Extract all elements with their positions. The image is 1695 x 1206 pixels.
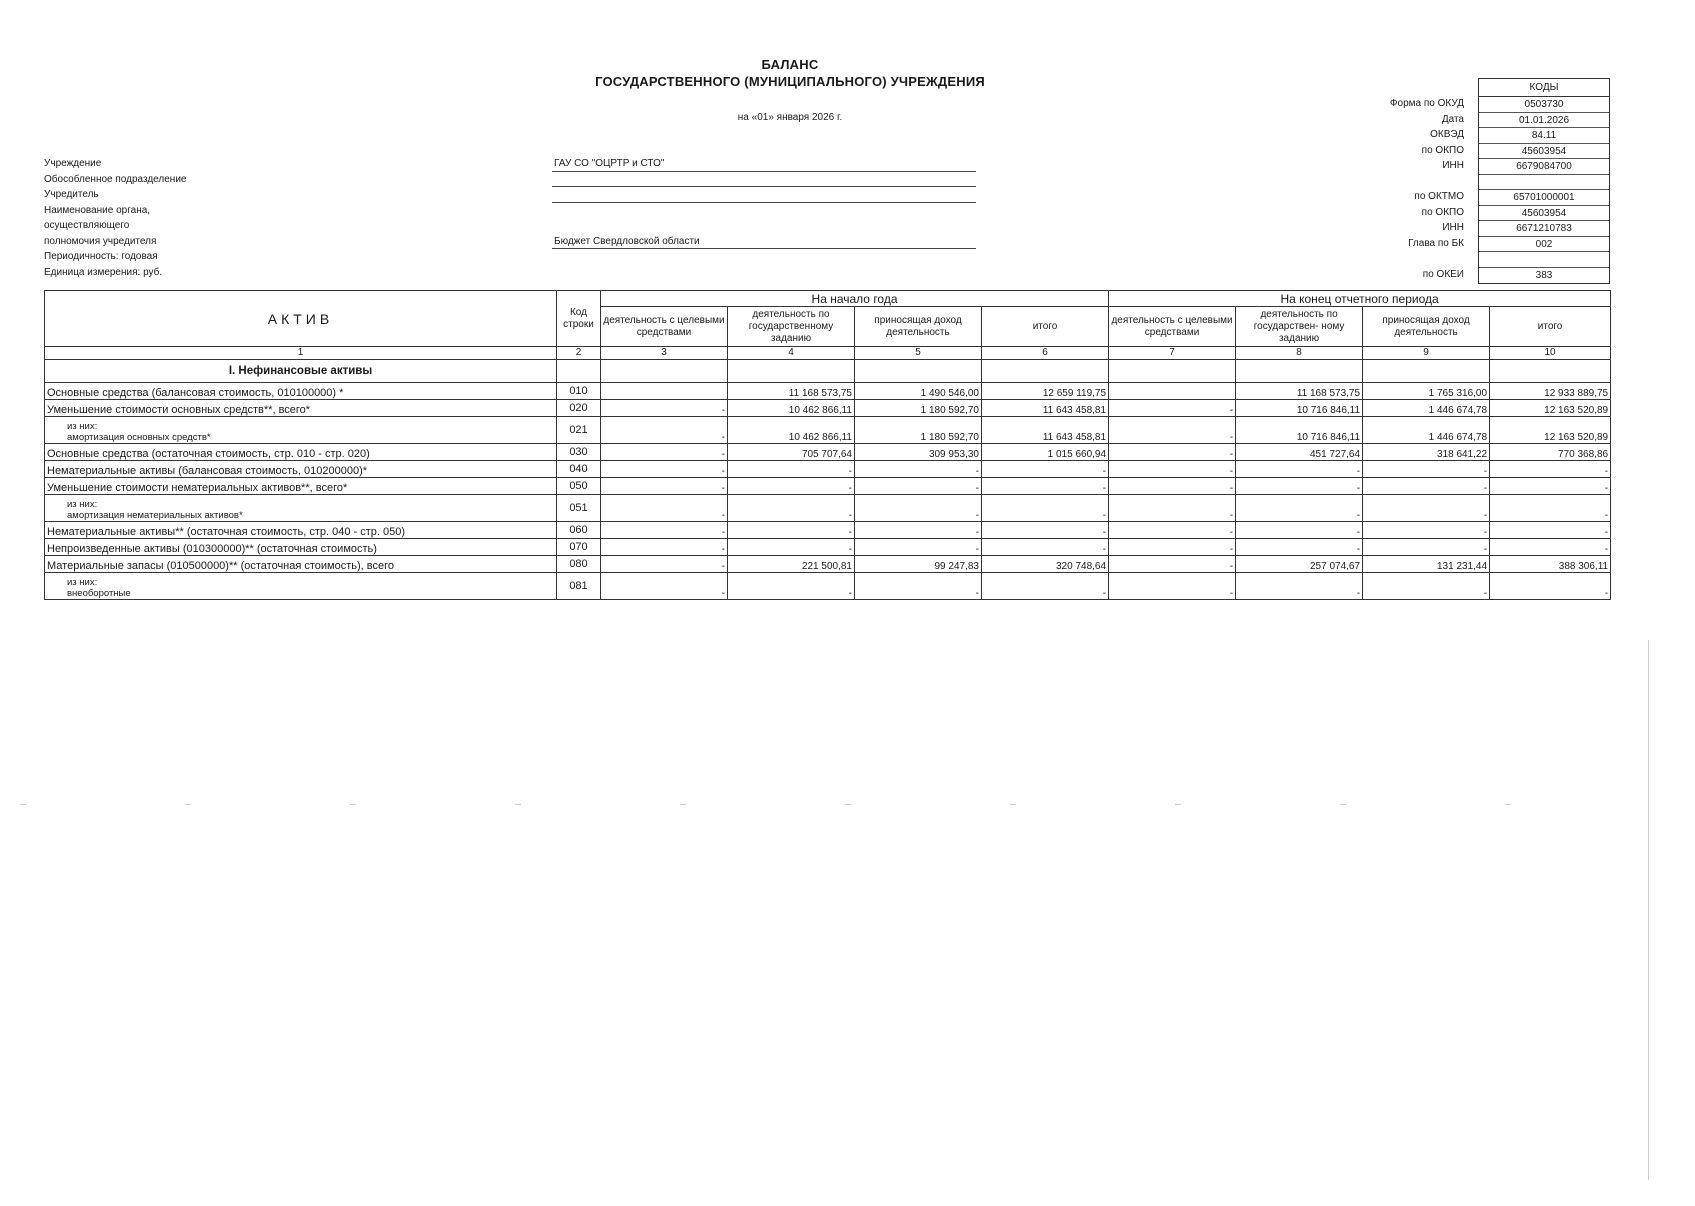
code-okpo-founder: 45603954 — [1479, 206, 1609, 222]
row-value: 309 953,30 — [855, 444, 982, 461]
row-value: - — [1363, 522, 1490, 539]
row-name — [45, 417, 557, 444]
row-value: 1 180 592,70 — [855, 400, 982, 417]
row-value: - — [1363, 539, 1490, 556]
row-code: 081 — [557, 573, 601, 600]
row-value: 12 163 520,89 — [1490, 400, 1611, 417]
subdivision-line — [552, 172, 976, 188]
code-oktmo: 65701000001 — [1479, 190, 1609, 206]
row-value: - — [1236, 478, 1363, 495]
row-value: - — [1490, 495, 1611, 522]
scan-artifact-dash — [1175, 804, 1181, 805]
code-label — [1330, 174, 1466, 190]
meta-label: Наименование органа, — [44, 204, 151, 216]
row-value: - — [728, 539, 855, 556]
section-title: I. Нефинансовые активы — [45, 360, 557, 383]
table-row — [45, 383, 1611, 400]
row-value: - — [601, 444, 728, 461]
row-value: 10 716 846,11 — [1236, 417, 1363, 444]
document-title: БАЛАНС — [761, 57, 819, 72]
code-date: 01.01.2026 — [1479, 113, 1609, 129]
code-label: по ОКПО — [1421, 144, 1464, 156]
balance-table — [44, 290, 1611, 600]
table-row — [45, 417, 1611, 444]
document-subtitle: ГОСУДАРСТВЕННОГО (МУНИЦИПАЛЬНОГО) УЧРЕЖДЕНИЯ — [595, 74, 985, 89]
meta-label: Единица измерения: руб. — [44, 266, 163, 278]
row-name: Основные средства (остаточная стоимость, стр. 010 - стр. 020) — [45, 444, 557, 461]
codes-header: КОДЫ — [1479, 79, 1609, 97]
row-value: - — [982, 495, 1109, 522]
code-label: по ОКТМО — [1414, 191, 1464, 202]
col-number: 3 — [601, 347, 728, 360]
col-header: деятельность по государствен- ному заданию — [1236, 307, 1363, 347]
empty-cell — [1490, 360, 1611, 383]
code-label: по ОКПО — [1421, 206, 1464, 218]
table-row — [45, 573, 1611, 600]
row-value: 12 659 119,75 — [982, 383, 1109, 400]
empty-cell — [982, 360, 1109, 383]
row-value: - — [601, 417, 728, 444]
aktiv-header: АКТИВ — [45, 291, 557, 347]
row-value: 451 727,64 — [1236, 444, 1363, 461]
row-value: 1 446 674,78 — [1363, 417, 1490, 444]
scan-artifact-dash — [350, 804, 356, 805]
row-value: - — [601, 495, 728, 522]
code-label — [1330, 251, 1466, 267]
meta-label: Учреждение — [44, 158, 102, 169]
code-label: ИНН — [1442, 222, 1464, 233]
col-number: 2 — [557, 347, 601, 360]
row-subheading: из них: — [67, 577, 98, 588]
scan-artifact-dash — [515, 804, 521, 805]
empty-cell — [855, 360, 982, 383]
row-value: 1 490 546,00 — [855, 383, 982, 400]
row-value: - — [1109, 461, 1236, 478]
row-value: - — [1363, 461, 1490, 478]
meta-values — [552, 156, 976, 249]
row-value: - — [855, 573, 982, 600]
row-value: - — [1236, 495, 1363, 522]
row-code: 050 — [557, 478, 601, 495]
row-value: 221 500,81 — [728, 556, 855, 573]
table-row — [45, 522, 1611, 539]
row-code: 040 — [557, 461, 601, 478]
row-subheading: из них: — [67, 421, 98, 432]
row-code: 030 — [557, 444, 601, 461]
row-value: - — [1236, 461, 1363, 478]
row-value: - — [982, 461, 1109, 478]
row-value: 12 163 520,89 — [1490, 417, 1611, 444]
row-value: - — [601, 522, 728, 539]
row-value: - — [728, 573, 855, 600]
scan-artifact-line — [1648, 640, 1649, 1180]
empty-cell — [728, 360, 855, 383]
row-value: - — [601, 400, 728, 417]
col-number: 5 — [855, 347, 982, 360]
meta-label: Периодичность: годовая — [44, 251, 158, 262]
col-number: 8 — [1236, 347, 1363, 360]
row-value: - — [1490, 573, 1611, 600]
row-value: - — [1490, 478, 1611, 495]
row-code: 060 — [557, 522, 601, 539]
row-value: 99 247,83 — [855, 556, 982, 573]
col-number: 10 — [1490, 347, 1611, 360]
scan-artifact-dash — [845, 804, 851, 805]
row-value: 257 074,67 — [1236, 556, 1363, 573]
row-value: 320 748,64 — [982, 556, 1109, 573]
blank-line — [552, 218, 976, 234]
col-header: деятельность с целевыми средствами — [601, 307, 728, 347]
scan-artifact-dash — [1340, 804, 1346, 805]
scan-artifact-dash — [20, 804, 26, 805]
col-header: деятельность с целевыми средствами — [1109, 307, 1236, 347]
codes-box — [1478, 78, 1610, 284]
code-label: Глава по БК — [1408, 237, 1464, 249]
row-name-text: внеоборотные — [67, 588, 131, 599]
meta-labels — [44, 156, 186, 280]
row-value: - — [728, 461, 855, 478]
row-name: Основные средства (балансовая стоимость, 010100000) * — [45, 383, 557, 400]
row-code: 051 — [557, 495, 601, 522]
code-blank — [1479, 175, 1609, 191]
meta-label: Учредитель — [44, 189, 99, 200]
empty-cell — [1363, 360, 1490, 383]
row-value: - — [1363, 495, 1490, 522]
row-value: - — [982, 573, 1109, 600]
row-value: 11 168 573,75 — [728, 383, 855, 400]
row-value: - — [982, 539, 1109, 556]
empty-cell — [601, 360, 728, 383]
code-budget-chapter: 002 — [1479, 237, 1609, 253]
code-label: Форма по ОКУД — [1389, 98, 1464, 109]
row-value: - — [1363, 573, 1490, 600]
row-value: 11 643 458,81 — [982, 400, 1109, 417]
row-value: - — [1109, 417, 1236, 444]
scan-artifact-dash — [680, 804, 686, 805]
founder-line — [552, 187, 976, 203]
scan-artifact-dash — [1505, 804, 1511, 805]
row-value: - — [1109, 478, 1236, 495]
row-value: - — [1109, 539, 1236, 556]
group-start-header: На начало года — [601, 291, 1109, 307]
row-value: - — [855, 495, 982, 522]
row-value: 10 462 866,11 — [728, 417, 855, 444]
row-name: Материальные запасы (010500000)** (остаточная стоимость), всего — [45, 556, 557, 573]
row-value: 11 643 458,81 — [982, 417, 1109, 444]
row-name — [45, 573, 557, 600]
row-value — [1109, 383, 1236, 400]
row-value: - — [728, 495, 855, 522]
table-row — [45, 556, 1611, 573]
row-value: - — [601, 478, 728, 495]
code-okved: 84.11 — [1479, 128, 1609, 144]
row-value: - — [1363, 478, 1490, 495]
code-inn: 6679084700 — [1479, 159, 1609, 175]
meta-label: осуществляющего — [44, 220, 130, 231]
row-value: - — [855, 478, 982, 495]
row-value: 1 765 316,00 — [1363, 383, 1490, 400]
col-header: итого — [982, 307, 1109, 347]
col-number: 6 — [982, 347, 1109, 360]
founder-body: Бюджет Свердловской области — [552, 234, 976, 250]
blank-line — [552, 203, 976, 219]
meta-label: Обособленное подразделение — [44, 173, 187, 185]
balance-body — [45, 360, 1611, 600]
group-end-header: На конец отчетного периода — [1109, 291, 1611, 307]
row-name — [45, 495, 557, 522]
row-value: - — [1490, 522, 1611, 539]
row-value: 388 306,11 — [1490, 556, 1611, 573]
row-name: Уменьшение стоимости нематериальных активов**, всего* — [45, 478, 557, 495]
scan-artifact-dash — [1010, 804, 1016, 805]
table-row — [45, 478, 1611, 495]
row-value: - — [601, 573, 728, 600]
col-number: 4 — [728, 347, 855, 360]
row-value: - — [982, 478, 1109, 495]
code-label: по ОКЕИ — [1422, 268, 1464, 280]
row-name-text: амортизация основных средств* — [67, 432, 211, 443]
row-value — [601, 383, 728, 400]
row-value: - — [1109, 400, 1236, 417]
report-date: на «01» января 2026 г. — [737, 112, 843, 123]
col-header: приносящая доход деятельность — [855, 307, 982, 347]
row-value: 770 368,86 — [1490, 444, 1611, 461]
col-number: 1 — [45, 347, 557, 360]
row-value: - — [1236, 522, 1363, 539]
row-value: 1 180 592,70 — [855, 417, 982, 444]
row-value: 1 015 660,94 — [982, 444, 1109, 461]
empty-cell — [557, 360, 601, 383]
empty-cell — [1236, 360, 1363, 383]
row-value: - — [1236, 573, 1363, 600]
table-row — [45, 495, 1611, 522]
code-label: ОКВЭД — [1430, 129, 1464, 140]
col-header: приносящая доход деятельность — [1363, 307, 1490, 347]
row-name: Непроизведенные активы (010300000)** (остаточная стоимость) — [45, 539, 557, 556]
code-okpo: 45603954 — [1479, 144, 1609, 160]
row-value: - — [855, 539, 982, 556]
row-code: 021 — [557, 417, 601, 444]
table-row — [45, 444, 1611, 461]
codes-labels — [1330, 96, 1466, 282]
row-value: 10 462 866,11 — [728, 400, 855, 417]
row-name-text: амортизация нематериальных активов* — [67, 510, 243, 521]
row-code: 010 — [557, 383, 601, 400]
row-value: - — [982, 522, 1109, 539]
row-value: - — [1236, 539, 1363, 556]
institution-name: ГАУ СО "ОЦРТР и СТО" — [552, 156, 976, 172]
row-value: - — [1490, 539, 1611, 556]
code-label: ИНН — [1442, 160, 1464, 171]
row-value: - — [1109, 522, 1236, 539]
empty-cell — [1109, 360, 1236, 383]
table-row — [45, 400, 1611, 417]
col-header: итого — [1490, 307, 1611, 347]
code-okei: 383 — [1535, 269, 1553, 281]
col-number: 7 — [1109, 347, 1236, 360]
table-row — [45, 461, 1611, 478]
code-header: Код строки — [557, 291, 601, 347]
row-code: 070 — [557, 539, 601, 556]
code-blank — [1479, 252, 1609, 268]
row-value: - — [601, 556, 728, 573]
row-value: - — [601, 539, 728, 556]
col-number: 9 — [1363, 347, 1490, 360]
row-value: - — [728, 478, 855, 495]
row-value: - — [855, 461, 982, 478]
code-label: Дата — [1441, 113, 1464, 125]
row-name: Уменьшение стоимости основных средств**, всего* — [45, 400, 557, 417]
code-okud: 0503730 — [1479, 97, 1609, 113]
row-value: 705 707,64 — [728, 444, 855, 461]
row-code: 080 — [557, 556, 601, 573]
row-subheading: из них: — [67, 499, 98, 510]
table-row — [45, 539, 1611, 556]
row-value: 11 168 573,75 — [1236, 383, 1363, 400]
col-header: деятельность по государственному заданию — [728, 307, 855, 347]
row-value: - — [855, 522, 982, 539]
document-title-block — [560, 56, 1020, 90]
code-inn-founder: 6671210783 — [1479, 221, 1609, 237]
row-value: - — [1109, 573, 1236, 600]
row-code: 020 — [557, 400, 601, 417]
row-name: Нематериальные активы** (остаточная стоимость, стр. 040 - стр. 050) — [45, 522, 557, 539]
row-value: - — [1109, 495, 1236, 522]
row-name: Нематериальные активы (балансовая стоимость, 010200000)* — [45, 461, 557, 478]
row-value: 10 716 846,11 — [1236, 400, 1363, 417]
row-value: 131 231,44 — [1363, 556, 1490, 573]
row-value: 318 641,22 — [1363, 444, 1490, 461]
meta-label: полномочия учредителя — [44, 235, 157, 247]
scan-artifact-dash — [185, 804, 191, 805]
row-value: 12 933 889,75 — [1490, 383, 1611, 400]
row-value: - — [1109, 444, 1236, 461]
row-value: - — [1490, 461, 1611, 478]
row-value: 1 446 674,78 — [1363, 400, 1490, 417]
row-value: - — [1109, 556, 1236, 573]
row-value: - — [728, 522, 855, 539]
row-value: - — [601, 461, 728, 478]
